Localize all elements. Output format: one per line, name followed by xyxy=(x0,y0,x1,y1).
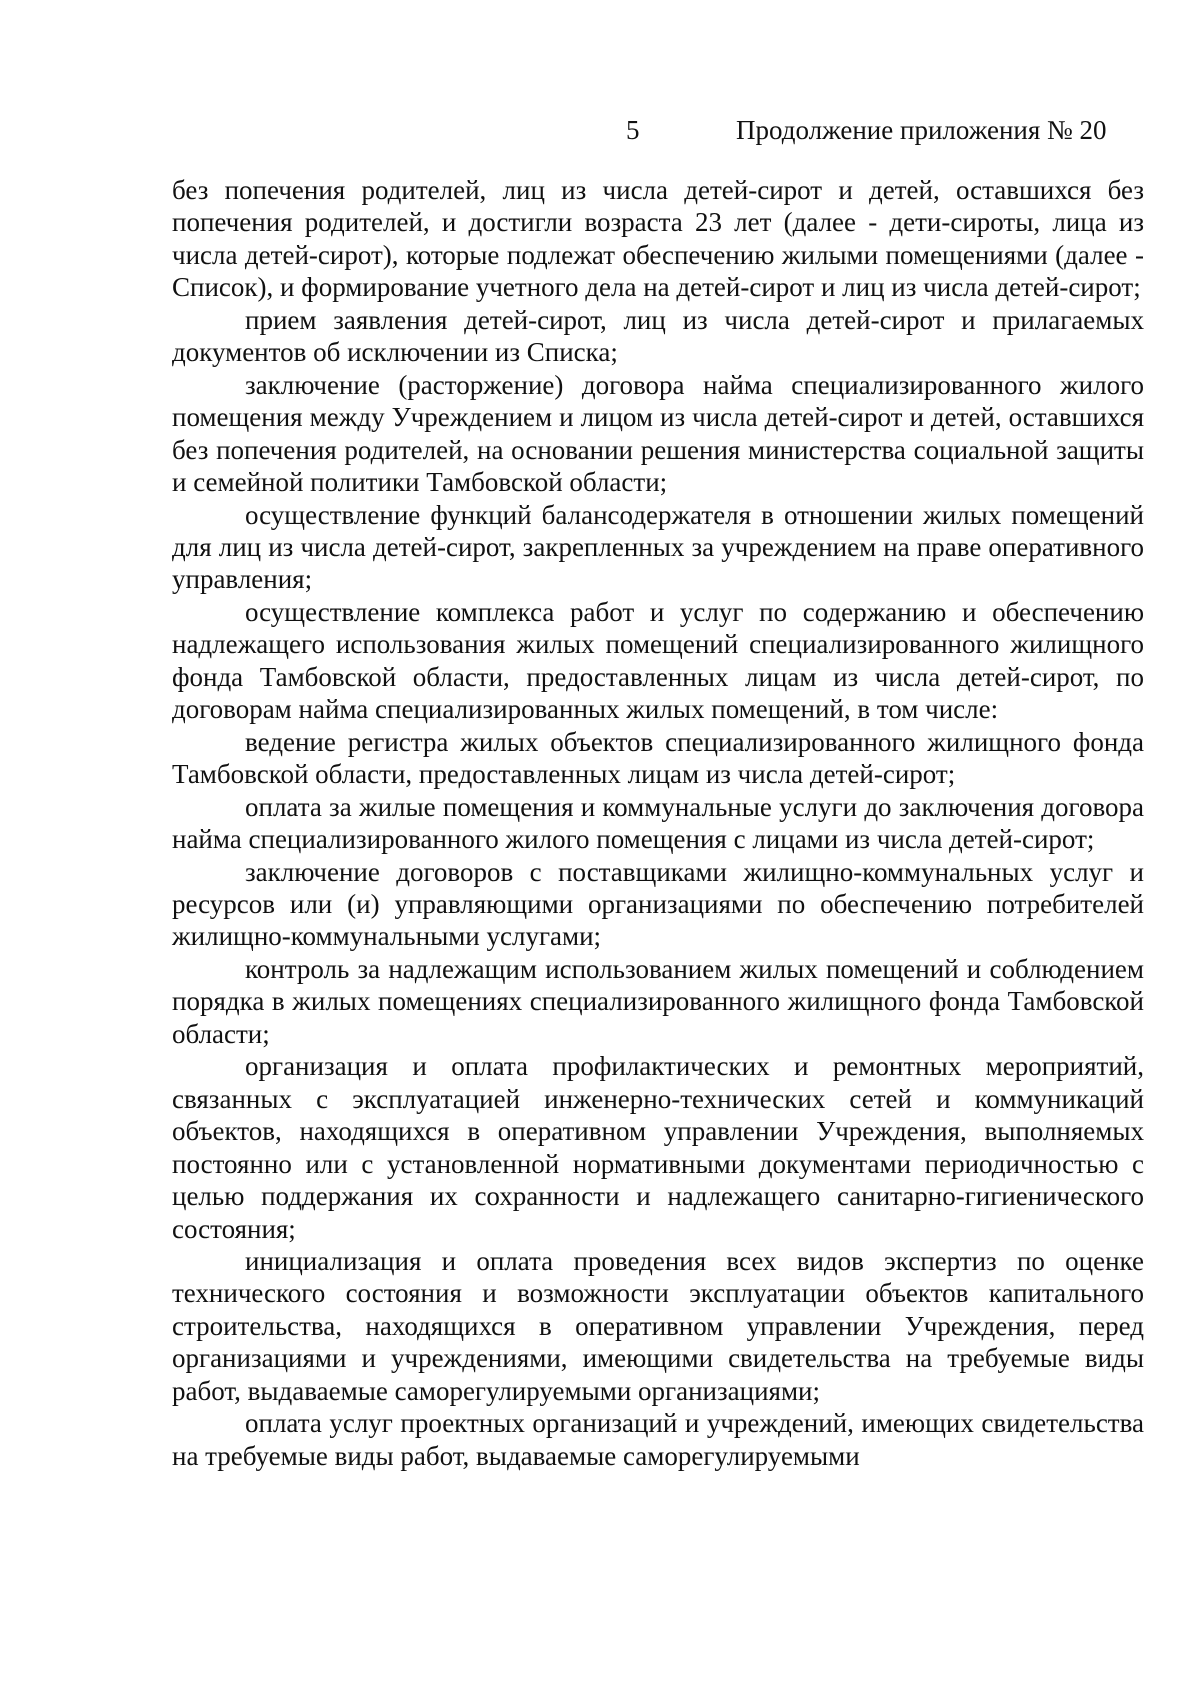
paragraph: осуществление комплекса работ и услуг по содержанию и обеспечению надлежащего использования жилых помещений специализированного жилищного фонда Тамбовской области, предоставленных лицам из числа детей-сирот, по договорам найма специализированных жилых помещений, в том числе: xyxy=(172,596,1144,725)
paragraph: прием заявления детей-сирот, лиц из числа детей-сирот и прилагаемых документов об исключении из Списка; xyxy=(172,304,1144,368)
appendix-continuation-label: Продолжение приложения № 20 xyxy=(736,115,1107,145)
document-body xyxy=(172,174,1144,1472)
paragraph: организация и оплата профилактических и ремонтных мероприятий, связанных с эксплуатацией инженерно-технических сетей и коммуникаций объектов, находящихся в оперативном управлении Учреждения, выполняемых постоянно или с установленной нормативными документами периодичностью с целью поддержания их сохранности и надлежащего санитарно-гигиенического состояния; xyxy=(172,1051,1144,1244)
paragraph: осуществление функций балансодержателя в отношении жилых помещений для лиц из числа детей-сирот, закрепленных за учреждением на праве оперативного управления; xyxy=(172,499,1144,595)
paragraph: оплата за жилые помещения и коммунальные услуги до заключения договора найма специализированного жилого помещения с лицами из числа детей-сирот; xyxy=(172,791,1144,855)
paragraph: заключение договоров с поставщиками жилищно-коммунальных услуг и ресурсов или (и) управляющими организациями по обеспечению потребителей жилищно-коммунальными услугами; xyxy=(172,856,1144,952)
paragraph-continued: оплата услуг проектных организаций и учреждений, имеющих свидетельства на требуемые виды работ, выдаваемые саморегулируемыми xyxy=(172,1408,1144,1471)
paragraph: ведение регистра жилых объектов специализированного жилищного фонда Тамбовской области, предоставленных лицам из числа детей-сирот; xyxy=(172,726,1144,790)
paragraph: заключение (расторжение) договора найма специализированного жилого помещения между Учреждением и лицом из числа детей-сирот и детей, оставшихся без попечения родителей, на основании решения министерства социальной защиты и семейной политики Тамбовской области; xyxy=(172,369,1144,498)
page-number: 5 xyxy=(626,115,640,145)
paragraph-continuation: без попечения родителей, лиц из числа детей-сирот и детей, оставшихся без попечения родителей, и достигли возраста 23 лет (далее - дети-сироты, лица из числа детей-сирот), которые подлежат обеспечению жилыми помещениями (далее - Список), и формирование учетного дела на детей-сирот и лиц из числа детей-сирот; xyxy=(172,175,1144,303)
paragraph: контроль за надлежащим использованием жилых помещений и соблюдением порядка в жилых помещениях специализированного жилищного фонда Тамбовской области; xyxy=(172,953,1144,1049)
paragraph: инициализация и оплата проведения всех видов экспертиз по оценке технического состояния и возможности эксплуатации объектов капитального строительства, находящихся в оперативном управлении Учреждения, перед организациями и учреждениями, имеющими свидетельства на требуемые виды работ, выдаваемые саморегулируемыми организациями; xyxy=(172,1245,1144,1406)
